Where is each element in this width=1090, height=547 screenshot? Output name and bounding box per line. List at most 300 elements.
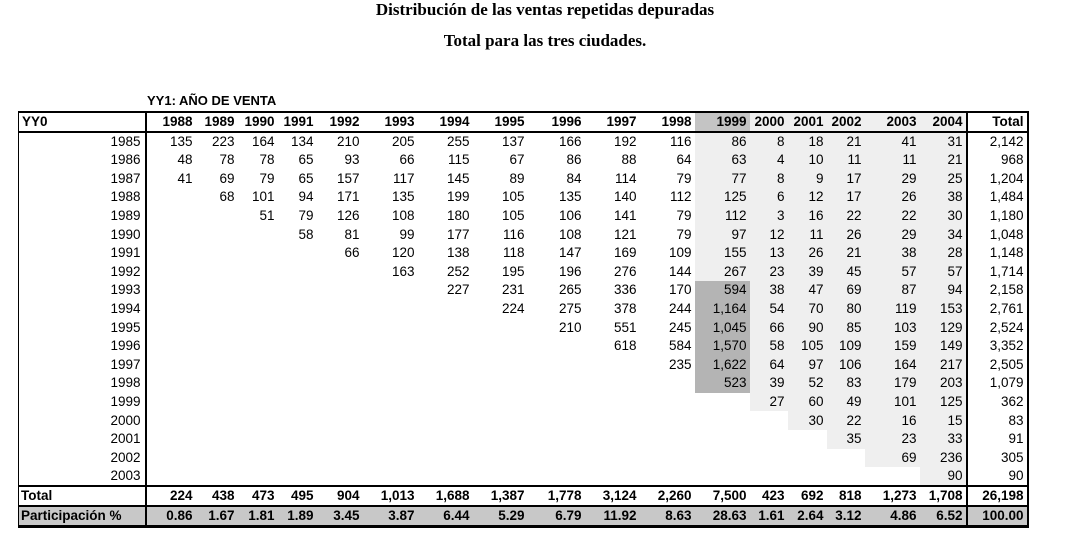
table-cell	[528, 411, 585, 430]
table-cell: 97	[695, 225, 750, 244]
table-cell: 33	[920, 430, 967, 449]
table-cell: 8	[750, 132, 788, 151]
table-cell	[146, 411, 196, 430]
row-label: 2000	[19, 411, 146, 430]
column-total: 473	[238, 486, 278, 506]
table-cell	[196, 263, 238, 282]
table-cell: 120	[391, 245, 415, 261]
column-share: 2.64	[788, 506, 827, 527]
row-label: 1997	[19, 356, 146, 375]
total-row-label: Total	[19, 486, 146, 506]
table-cell	[278, 281, 317, 300]
row-label: 2001	[19, 430, 146, 449]
table-cell	[146, 225, 196, 244]
table-cell	[473, 430, 528, 449]
table-cell	[317, 281, 363, 300]
table-cell	[473, 467, 528, 486]
row-label: 1993	[19, 281, 146, 300]
table-cell: 135	[558, 189, 582, 205]
table-cell: 90	[920, 467, 967, 486]
table-cell	[317, 411, 363, 430]
table-cell: 12	[750, 225, 788, 244]
table-cell: 105	[788, 337, 827, 356]
column-total: 438	[196, 486, 238, 506]
row-total: 2,158	[967, 281, 1028, 300]
table-cell: 244	[668, 301, 692, 317]
table-cell: 141	[613, 208, 637, 224]
table-cell: 235	[668, 356, 692, 372]
share-row-label: Participación %	[19, 506, 146, 527]
table-cell: 8	[750, 170, 788, 189]
table-cell: 166	[558, 134, 582, 149]
table-cell	[528, 393, 585, 412]
year-header-2000: 2000	[750, 112, 788, 132]
table-cell: 245	[668, 319, 692, 335]
table-cell: 105	[501, 189, 525, 205]
table-cell: 63	[695, 151, 750, 170]
table-cell	[278, 300, 317, 319]
table-cell: 65	[298, 170, 314, 186]
row-total: 90	[967, 467, 1028, 486]
table-cell: 119	[865, 300, 920, 319]
row-total: 91	[967, 430, 1028, 449]
row-label: 1989	[19, 207, 146, 226]
table-cell: 116	[669, 134, 692, 149]
table-cell	[788, 449, 827, 468]
table-cell: 267	[695, 263, 750, 282]
table-cell	[196, 393, 238, 412]
column-total: 692	[788, 486, 827, 506]
table-cell: 31	[920, 132, 967, 151]
table-cell	[317, 356, 363, 375]
column-share: 0.86	[146, 506, 196, 527]
table-cell	[750, 449, 788, 468]
table-cell	[278, 263, 317, 282]
table-cell	[788, 467, 827, 486]
table-cell: 26	[827, 225, 865, 244]
table-cell	[640, 449, 695, 468]
table-cell	[278, 244, 317, 263]
table-cell	[418, 411, 473, 430]
table-cell: 90	[788, 318, 827, 337]
column-share: 4.86	[865, 506, 920, 527]
table-cell: 57	[920, 263, 967, 282]
table-cell: 94	[298, 189, 314, 205]
table-cell	[278, 337, 317, 356]
table-cell	[146, 300, 196, 319]
table-cell: 145	[446, 170, 470, 186]
table-cell	[196, 300, 238, 319]
year-header-1989: 1989	[196, 112, 238, 132]
table-cell: 105	[501, 208, 525, 224]
table-row	[19, 281, 1028, 300]
table-cell	[238, 393, 278, 412]
table-cell: 205	[391, 134, 415, 149]
table-cell	[278, 449, 317, 468]
table-cell: 84	[566, 170, 582, 186]
table-cell: 21	[920, 151, 967, 170]
row-total: 362	[967, 393, 1028, 412]
table-cell	[528, 356, 585, 375]
table-cell	[363, 430, 418, 449]
table-cell: 378	[613, 301, 637, 317]
table-cell	[196, 244, 238, 263]
row-label: 1988	[19, 188, 146, 207]
column-share: 6.79	[528, 506, 585, 527]
table-cell: 69	[827, 281, 865, 300]
table-row	[19, 132, 1028, 151]
table-cell	[695, 449, 750, 468]
table-cell: 70	[788, 300, 827, 319]
row-label: 1985	[19, 132, 146, 151]
table-cell: 101	[251, 189, 275, 205]
column-total: 3,124	[585, 486, 640, 506]
table-cell: 57	[865, 263, 920, 282]
table-cell: 47	[788, 281, 827, 300]
year-header-2004: 2004	[920, 112, 967, 132]
table-cell	[238, 244, 278, 263]
row-label: 1998	[19, 374, 146, 393]
header-row	[19, 112, 1028, 132]
row-total: 2,761	[967, 300, 1028, 319]
table-cell: 86	[695, 132, 750, 151]
table-cell	[363, 281, 418, 300]
table-cell	[238, 467, 278, 486]
table-cell: 1,045	[695, 318, 750, 337]
table-cell: 116	[502, 226, 525, 242]
table-row	[19, 411, 1028, 430]
year-header-1990: 1990	[238, 112, 278, 132]
table-cell	[418, 300, 473, 319]
table-cell: 26	[788, 244, 827, 263]
table-cell: 60	[788, 393, 827, 412]
table-cell	[695, 430, 750, 449]
table-cell: 16	[865, 411, 920, 430]
table-cell	[418, 318, 473, 337]
table-cell: 15	[920, 411, 967, 430]
table-cell: 52	[788, 374, 827, 393]
table-row	[19, 393, 1028, 412]
axis-caption: YY1: AÑO DE VENTA	[147, 93, 277, 108]
table-cell	[196, 374, 238, 393]
table-cell	[317, 337, 363, 356]
table-cell: 68	[219, 189, 235, 205]
table-cell	[238, 356, 278, 375]
table-cell	[473, 356, 528, 375]
table-cell	[585, 449, 640, 468]
column-total: 495	[278, 486, 317, 506]
row-total: 1,048	[967, 225, 1028, 244]
table-cell	[473, 318, 528, 337]
table-cell: 163	[391, 263, 415, 279]
table-cell: 112	[695, 207, 750, 226]
column-share: 1.81	[238, 506, 278, 527]
table-cell: 21	[827, 244, 865, 263]
column-share: 5.29	[473, 506, 528, 527]
table-cell: 29	[865, 170, 920, 189]
row-label: 2002	[19, 449, 146, 468]
table-cell: 196	[558, 263, 582, 279]
table-cell	[473, 411, 528, 430]
table-cell: 29	[865, 225, 920, 244]
table-cell: 179	[865, 374, 920, 393]
table-cell: 17	[827, 188, 865, 207]
table-cell: 9	[788, 170, 827, 189]
table-cell	[278, 356, 317, 375]
table-cell	[640, 467, 695, 486]
table-cell: 223	[211, 134, 235, 149]
row-total: 2,142	[967, 132, 1028, 151]
table-cell: 41	[865, 132, 920, 151]
table-cell	[196, 225, 238, 244]
table-cell	[238, 263, 278, 282]
row-label: 1996	[19, 337, 146, 356]
table-cell: 17	[827, 170, 865, 189]
table-row	[19, 151, 1028, 170]
table-cell: 138	[446, 245, 470, 261]
table-cell: 39	[788, 263, 827, 282]
table-cell: 125	[920, 393, 967, 412]
table-row	[19, 170, 1028, 189]
table-cell	[146, 244, 196, 263]
row-total: 1,714	[967, 263, 1028, 282]
table-cell: 38	[750, 281, 788, 300]
table-cell: 94	[920, 281, 967, 300]
table-cell: 135	[391, 189, 415, 205]
row-label: 1992	[19, 263, 146, 282]
table-cell	[363, 411, 418, 430]
row-total: 3,352	[967, 337, 1028, 356]
row-total: 2,505	[967, 356, 1028, 375]
table-cell: 79	[676, 226, 692, 242]
table-cell: 126	[336, 208, 360, 224]
year-header-1993: 1993	[363, 112, 418, 132]
table-cell: 224	[501, 301, 525, 317]
table-cell	[278, 467, 317, 486]
table-cell: 523	[695, 374, 750, 393]
table-cell	[585, 467, 640, 486]
table-cell: 66	[399, 152, 415, 168]
table-cell: 1,570	[695, 337, 750, 356]
table-row	[19, 244, 1028, 263]
table-cell	[238, 374, 278, 393]
column-total: 1,387	[473, 486, 528, 506]
table-cell: 87	[865, 281, 920, 300]
table-cell: 18	[788, 132, 827, 151]
row-label: 1995	[19, 318, 146, 337]
table-cell: 106	[827, 356, 865, 375]
table-cell: 164	[865, 356, 920, 375]
table-cell: 26	[865, 188, 920, 207]
table-cell: 35	[827, 430, 865, 449]
row-label: 1987	[19, 170, 146, 189]
table-cell: 21	[827, 132, 865, 151]
grand-total: 26,198	[967, 486, 1028, 506]
column-total: 224	[146, 486, 196, 506]
table-cell: 157	[336, 170, 360, 186]
table-cell: 58	[298, 226, 314, 242]
table-cell: 164	[251, 134, 275, 149]
table-cell	[363, 449, 418, 468]
year-header-2001: 2001	[788, 112, 827, 132]
table-row	[19, 207, 1028, 226]
column-share: 28.63	[695, 506, 750, 527]
table-cell	[640, 393, 695, 412]
table-cell	[418, 430, 473, 449]
table-cell: 199	[446, 189, 470, 205]
table-cell	[363, 467, 418, 486]
table-cell: 30	[920, 207, 967, 226]
table-cell	[196, 356, 238, 375]
table-cell: 129	[920, 318, 967, 337]
table-row	[19, 374, 1028, 393]
table-cell: 64	[750, 356, 788, 375]
table-cell: 103	[865, 318, 920, 337]
row-label: 2003	[19, 467, 146, 486]
table-row	[19, 449, 1028, 468]
table-cell	[865, 467, 920, 486]
table-cell	[146, 449, 196, 468]
table-cell	[196, 411, 238, 430]
table-cell	[317, 393, 363, 412]
table-cell: 6	[750, 188, 788, 207]
table-cell: 85	[827, 318, 865, 337]
table-cell: 65	[298, 152, 314, 168]
table-cell: 108	[558, 226, 582, 242]
table-cell: 79	[676, 208, 692, 224]
table-cell	[585, 356, 640, 375]
row-total: 1,204	[967, 170, 1028, 189]
table-cell: 121	[613, 226, 637, 242]
table-cell: 140	[613, 189, 637, 205]
table-cell	[695, 467, 750, 486]
table-cell: 118	[502, 245, 525, 261]
table-cell: 54	[750, 300, 788, 319]
share-total: 100.00	[967, 506, 1028, 527]
table-cell: 134	[290, 134, 314, 149]
table-cell: 79	[298, 208, 314, 224]
row-total: 968	[967, 151, 1028, 170]
table-cell	[238, 318, 278, 337]
table-cell	[146, 430, 196, 449]
table-cell: 39	[750, 374, 788, 393]
table-cell: 11	[827, 151, 865, 170]
year-header-1994: 1994	[418, 112, 473, 132]
table-cell: 45	[827, 263, 865, 282]
table-row	[19, 318, 1028, 337]
table-cell: 275	[558, 301, 582, 317]
table-cell: 12	[788, 188, 827, 207]
table-cell	[418, 467, 473, 486]
table-cell	[473, 337, 528, 356]
page-title: Distribución de las ventas repetidas depuradas	[375, 0, 715, 19]
table-cell	[278, 374, 317, 393]
table-cell	[418, 449, 473, 468]
row-label: 1991	[19, 244, 146, 263]
table-cell	[196, 337, 238, 356]
table-cell	[196, 430, 238, 449]
table-cell	[196, 467, 238, 486]
table-cell	[750, 430, 788, 449]
table-cell: 80	[827, 300, 865, 319]
table-cell	[363, 374, 418, 393]
table-cell: 101	[865, 393, 920, 412]
column-total: 1,273	[865, 486, 920, 506]
table-cell: 79	[676, 170, 692, 186]
table-cell: 10	[788, 151, 827, 170]
table-cell: 180	[446, 208, 470, 224]
table-cell	[238, 449, 278, 468]
table-cell	[317, 430, 363, 449]
table-cell: 78	[219, 152, 235, 168]
table-cell	[528, 337, 585, 356]
table-cell: 58	[750, 337, 788, 356]
table-cell: 4	[750, 151, 788, 170]
table-cell	[640, 430, 695, 449]
year-header-2002: 2002	[827, 112, 865, 132]
column-total: 1,708	[920, 486, 967, 506]
year-header-2003: 2003	[865, 112, 920, 132]
table-cell	[640, 374, 695, 393]
table-cell: 177	[446, 226, 470, 242]
share-row	[19, 506, 1028, 527]
column-share: 1.89	[278, 506, 317, 527]
table-cell	[278, 411, 317, 430]
table-cell	[317, 300, 363, 319]
table-cell	[278, 430, 317, 449]
table-cell	[750, 467, 788, 486]
total-header: Total	[967, 112, 1028, 132]
table-cell: 106	[558, 208, 582, 224]
table-cell	[146, 337, 196, 356]
table-cell: 49	[827, 393, 865, 412]
table-cell: 23	[865, 430, 920, 449]
column-share: 11.92	[585, 506, 640, 527]
year-header-1996: 1996	[528, 112, 585, 132]
column-total: 1,778	[528, 486, 585, 506]
column-share: 3.12	[827, 506, 865, 527]
column-share: 6.52	[920, 506, 967, 527]
table-cell: 551	[613, 319, 637, 335]
table-cell	[418, 393, 473, 412]
table-cell	[695, 411, 750, 430]
table-cell	[238, 337, 278, 356]
table-cell	[640, 411, 695, 430]
table-cell: 34	[920, 225, 967, 244]
row-total: 1,484	[967, 188, 1028, 207]
table-cell	[317, 374, 363, 393]
table-cell: 13	[750, 244, 788, 263]
table-cell	[146, 374, 196, 393]
table-cell: 153	[920, 300, 967, 319]
table-cell: 22	[827, 207, 865, 226]
table-cell: 25	[920, 170, 967, 189]
table-cell: 38	[865, 244, 920, 263]
row-total: 83	[967, 411, 1028, 430]
year-header-1997: 1997	[585, 112, 640, 132]
table-cell: 125	[695, 188, 750, 207]
table-cell	[146, 207, 196, 226]
column-share: 8.63	[640, 506, 695, 527]
table-cell: 11	[788, 225, 827, 244]
table-cell: 3	[750, 207, 788, 226]
table-cell: 22	[865, 207, 920, 226]
table-row	[19, 300, 1028, 319]
table-cell	[528, 467, 585, 486]
table-cell: 236	[920, 449, 967, 468]
table-row	[19, 356, 1028, 375]
table-cell	[317, 263, 363, 282]
